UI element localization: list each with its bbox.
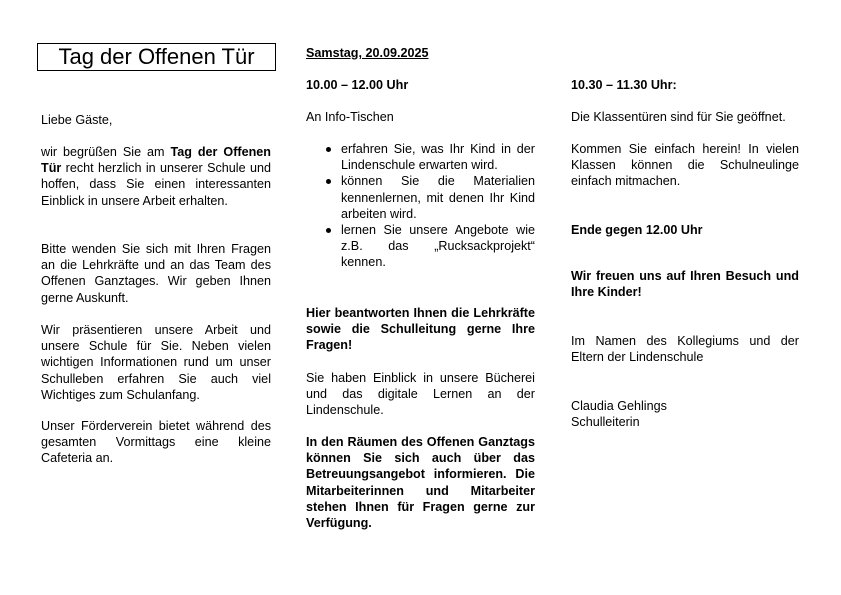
welcome-text-start: wir begrüßen Sie am: [41, 145, 171, 159]
signer-name: Claudia Gehlings: [571, 399, 667, 413]
welcome-text-end: recht herzlich in unserer Schule und hoffen, dass Sie einen interessanten Einblick in unsere Arbeit erhalten.: [41, 161, 271, 208]
questions-paragraph: Hier beantworten Ihnen die Lehrkräfte sowie die Schulleitung gerne Ihre Fragen!: [306, 306, 535, 353]
signer-role: Schulleiterin: [571, 415, 640, 429]
event-date: Samstag, 20.09.2025: [306, 46, 429, 60]
classes-join-paragraph: Kommen Sie einfach herein! In vielen Klassen können die Schulneulinge einfach mitmachen.: [571, 142, 799, 189]
welcome-paragraph: [41, 144, 271, 209]
welcome-visit: Wir freuen uns auf Ihren Besuch und Ihre Kinder!: [571, 269, 799, 300]
page-title: Tag der Offenen Tür: [37, 43, 276, 71]
event-name: Tag der Offenen Tür: [41, 145, 271, 176]
library-paragraph: Sie haben Einblick in unsere Bücherei und das digitale Lernen an der Lindenschule.: [306, 371, 535, 418]
program-time: 10.00 – 12.00 Uhr: [306, 78, 409, 92]
classes-time: 10.30 – 11.30 Uhr:: [571, 78, 677, 92]
info-tables-intro: An Info-Tischen: [306, 110, 394, 124]
info-list: [306, 141, 535, 271]
presentation-paragraph: Wir präsentieren unsere Arbeit und unsere Schule für Sie. Neben vielen wichtigen Informationen rund um unser Schulleben erfahren Sie auch viel Wichtiges zum Schulanfang.: [41, 323, 271, 402]
ganztag-paragraph: In den Räumen des Offenen Ganztags können Sie sich auch über das Betreuungsangebot informieren. Die Mitarbeiterinnen und Mitarbeiter stehen Ihnen für Fragen gerne zur Verfügung.: [306, 435, 535, 531]
closing-text: Im Namen des Kollegiums und der Eltern der Lindenschule: [571, 334, 799, 365]
classes-open-paragraph: Die Klassentüren sind für Sie geöffnet.: [571, 110, 786, 124]
greeting: Liebe Gäste,: [41, 113, 113, 127]
cafeteria-paragraph: Unser Förderverein bietet während des gesamten Vormittags eine kleine Cafeteria an.: [41, 419, 271, 466]
end-time: Ende gegen 12.00 Uhr: [571, 223, 703, 237]
contact-paragraph: Bitte wenden Sie sich mit Ihren Fragen an die Lehrkräfte und an das Team des Offenen Ganztages. Wir geben Ihnen gerne Auskunft.: [41, 242, 271, 305]
list-item: können Sie die Materialien kennenlernen, mit denen Ihr Kind arbeiten wird.: [306, 173, 535, 222]
list-item: erfahren Sie, was Ihr Kind in der Lindenschule erwarten wird.: [306, 141, 535, 173]
list-item: lernen Sie unsere Angebote wie z.B. das „Rucksackprojekt“ kennen.: [306, 222, 535, 271]
